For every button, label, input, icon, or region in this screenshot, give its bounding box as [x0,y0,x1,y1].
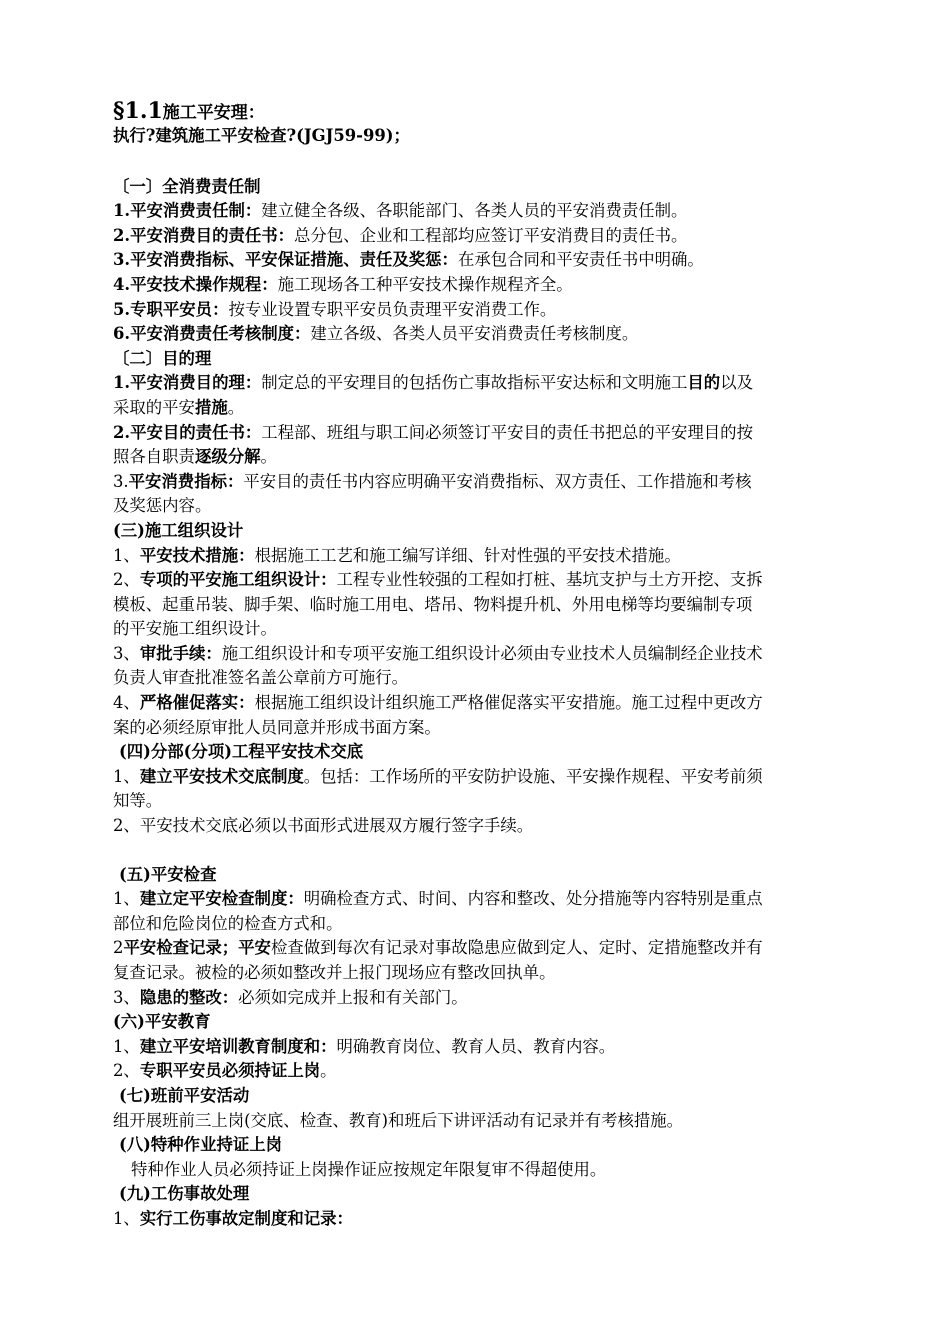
subsection-title: (四)分部(分项)工程平安技术交底 [119,742,364,762]
paragraph: 采取的平安措施。 [113,397,245,417]
paragraph: 1.平安消费目的理：制定总的平安理目的包括伤亡事故指标平安达标和文明施工目的以及 [113,373,753,393]
subsection-title: (三)施工组织设计 [113,520,244,540]
subsection-title: (六)平安教育 [113,1012,211,1032]
section-title: 施工平安理： [162,103,265,123]
section-heading [113,98,873,124]
paragraph: 组开展班前三上岗(交底、检查、教育)和班后下讲评活动有记录并有考核措施。 [113,1110,684,1130]
section-number: §1.1 [113,98,163,124]
subsection-title: 〔一〕全消费责任制 [113,176,261,196]
paragraph: 复查记录。被检的必须如整改并上报门现场应有整改回执单。 [113,963,556,982]
subsection-title: (五)平安检查 [119,864,217,884]
paragraph: 2、专职平安员必须持证上岗。 [113,1061,337,1081]
paragraph: 案的必须经原审批人员同意并形成书面方案。 [113,717,441,737]
paragraph: 5.专职平安员：按专业设置专职平安员负责理平安消费工作。 [113,299,557,319]
paragraph: 1、建立平安技术交底制度。包括：工作场所的平安防护设施、平安操作规程、平安考前须 [113,766,763,786]
paragraph: 2、专项的平安施工组织设计：工程专业性较强的工程如打桩、基坑支护与土方开挖、支拆 [113,570,763,590]
paragraph: 2.平安消费目的责任书：总分包、企业和工程部均应签订平安消费目的责任书。 [113,225,688,245]
paragraph: 1、实行工伤事故定制度和记录： [113,1208,353,1228]
subsection-title: (七)班前平安活动 [119,1085,250,1105]
subsection-title: 〔二〕目的理 [113,348,212,368]
paragraph: 1.平安消费责任制：建立健全各级、各职能部门、各类人员的平安消费责任制。 [113,201,688,221]
paragraph: 1、建立定平安检查制度：明确检查方式、时间、内容和整改、处分措施等内容特别是重点 [113,889,763,909]
paragraph: 4.平安技术操作规程：施工现场各工种平安技术操作规程齐全。 [113,274,573,294]
subsection-title: (八)特种作业持证上岗 [119,1135,283,1155]
paragraph: 2、平安技术交底必须以书面形式进展双方履行签字手续。 [113,816,534,836]
paragraph: 3.平安消费指标：平安目的责任书内容应明确平安消费指标、双方责任、工作措施和考核 [113,471,752,491]
paragraph: 3、审批手续：施工组织设计和专项平安施工组织设计必须由专业技术人员编制经企业技术 [113,643,763,663]
paragraph: 的平安施工组织设计。 [113,619,277,639]
paragraph: 部位和危险岗位的检查方式和。 [113,913,343,933]
document-page [113,98,873,1232]
paragraph: 负责人审查批准签名盖公章前方可施行。 [113,668,409,688]
blank-line [113,839,873,863]
paragraph: 照各自职责逐级分解。 [113,447,277,467]
paragraph: 2平安检查记录；平安检查做到每次有记录对事故隐患应做到定人、定时、定措施整改并有 [113,938,763,958]
paragraph: 4、严格催促落实：根据施工组织设计组织施工严格催促落实平安措施。施工过程中更改方 [113,693,763,713]
paragraph: 3、隐患的整改：必须如完成并上报和有关部门。 [113,987,468,1007]
paragraph: 特种作业人员必须持证上岗操作证应按规定年限复审不得超使用。 [131,1159,607,1179]
paragraph: 知等。 [113,791,163,811]
paragraph: 2.平安目的责任书：工程部、班组与职工间必须签订平安目的责任书把总的平安理目的按 [113,422,753,442]
blank-line [113,149,873,175]
paragraph: 3.平安消费指标、平安保证措施、责任及奖惩：在承包合同和平安责任书中明确。 [113,250,704,270]
paragraph: 模板、起重吊装、脚手架、临时施工用电、塔吊、物料提升机、外用电梯等均要编制专项 [113,594,753,614]
section-subtitle: 执行?建筑施工平安检查?(JGJ59-99)； [113,126,410,145]
paragraph: 1、建立平安培训教育制度和：明确教育岗位、教育人员、教育内容。 [113,1036,616,1056]
paragraph: 及奖惩内容。 [113,496,212,516]
paragraph: 1、平安技术措施：根据施工工艺和施工编写详细、针对性强的平安技术措施。 [113,545,681,565]
subsection-title: (九)工伤事故处理 [119,1184,250,1204]
paragraph: 6.平安消费责任考核制度：建立各级、各类人员平安消费责任考核制度。 [113,324,639,344]
